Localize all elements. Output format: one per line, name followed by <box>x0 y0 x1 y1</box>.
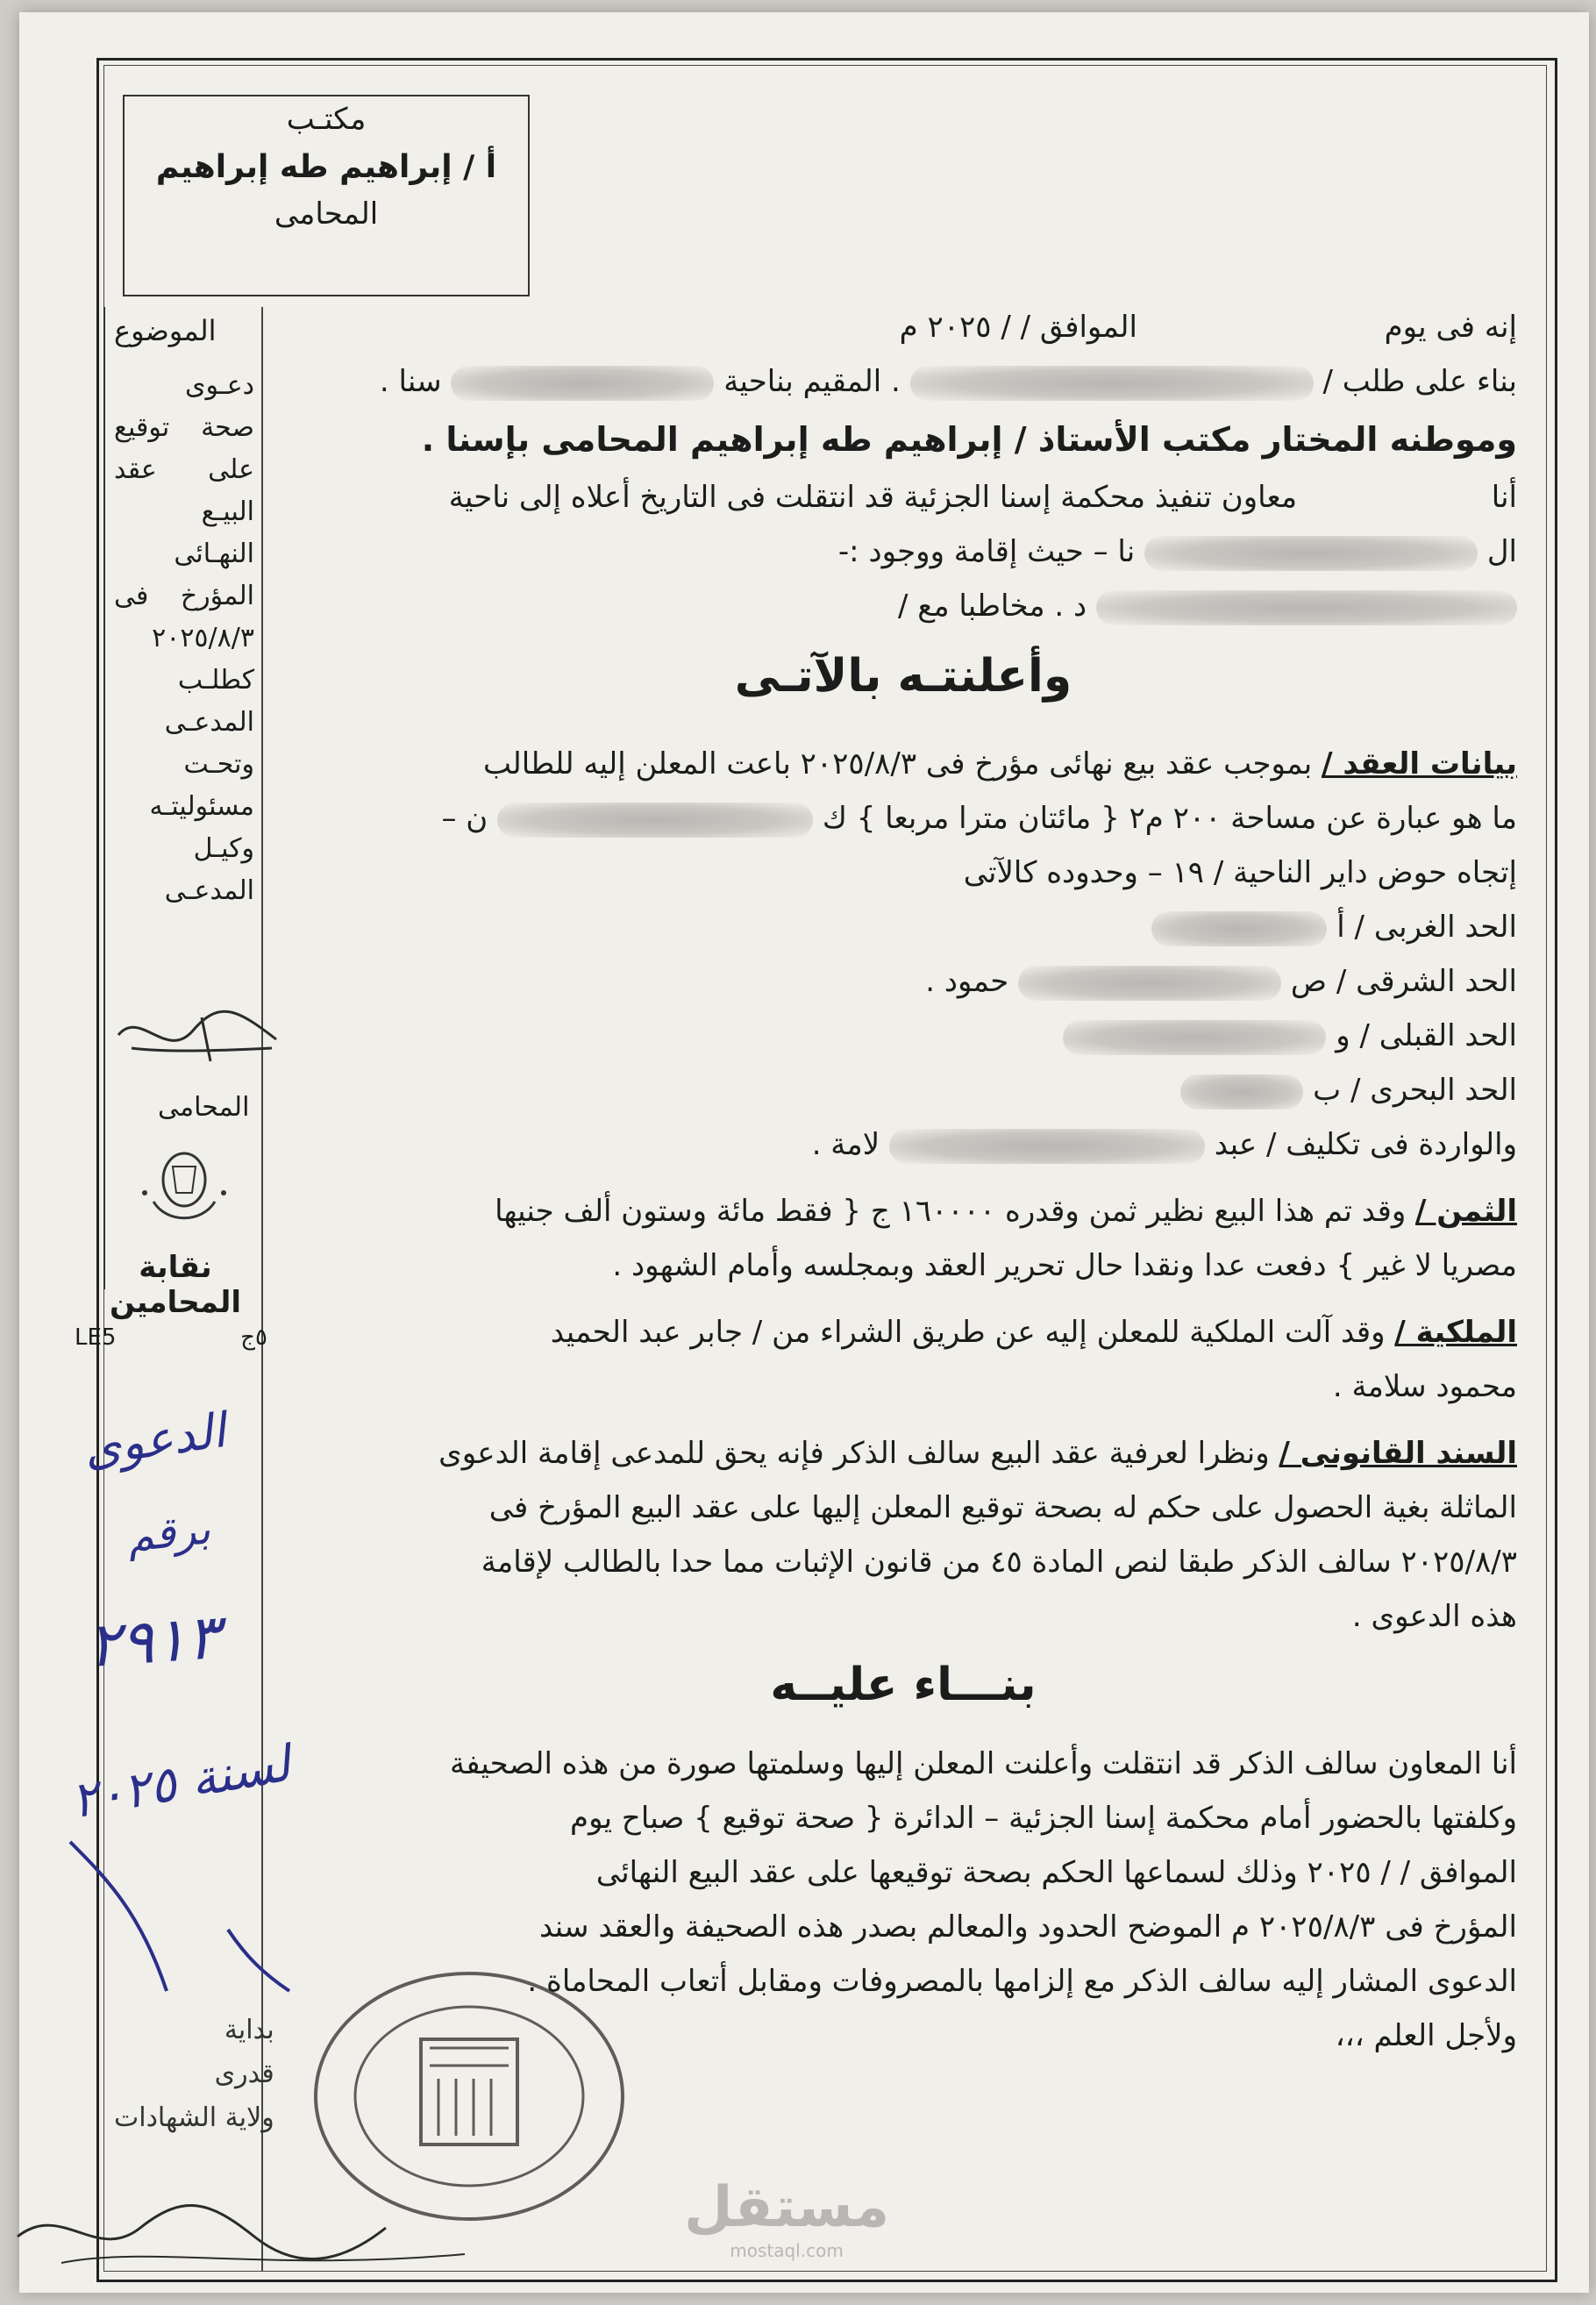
subject-line: المدعـى <box>164 707 254 738</box>
syndicate-seal-icon <box>127 1140 241 1237</box>
handwritten-note-number-label: برقم <box>125 1504 213 1562</box>
conclusion-line-5: الدعوى المشار إليه سالف الذكر مع إلزامها بالمصروفات ومقابل أتعاب المحاماة . <box>527 1964 1517 1999</box>
addressed-text: د . مخاطبا مع / <box>898 589 1087 624</box>
ownership-text: وقد آلت الملكية للمعلن إليه عن طريق الشراء من / جابر عبد الحميد <box>550 1315 1386 1350</box>
recorded-line <box>289 1117 1517 1172</box>
day-label: إنه فى يوم <box>1384 310 1517 345</box>
redacted-border <box>1151 911 1327 946</box>
mostaql-watermark <box>684 2175 889 2261</box>
watermark-logo-text: مستقل <box>684 2175 890 2240</box>
stamp-value-le: LE5 <box>75 1324 117 1351</box>
stamp-value-ar: ٥ج <box>240 1324 267 1351</box>
presence-text: نا – حيث إقامة ووجود :- <box>837 534 1136 569</box>
location-prefix: ال <box>1486 534 1517 569</box>
notice-heading: وأعلنتـه بالآتـى <box>734 650 1072 703</box>
subject-line: المدعـى <box>164 875 254 906</box>
contract-line-2 <box>289 791 1517 846</box>
bottom-left-line: بداية <box>224 2015 274 2045</box>
legal-label: السند القانونى / <box>1279 1436 1517 1471</box>
legal-line-3: ٢٠٢٥/٨/٣ سالف الذكر طبقا لنص المادة ٤٥ من قانون الإثبات مما حدا بالطالب لإقامة <box>481 1545 1517 1580</box>
border-north-text: الحد البحرى / ب <box>1313 1073 1517 1108</box>
contract-text: ن – <box>441 801 488 836</box>
lawyer-label: المحامى <box>158 1092 250 1123</box>
subject-line: مسئوليتـه <box>149 791 254 822</box>
header-line-1 <box>289 300 1517 354</box>
contract-text: بموجب عقد بيع نهائى مؤرخ فى ٢٠٢٥/٨/٣ باعت المعلن إليه للطالب <box>483 746 1313 781</box>
redacted-name-3 <box>889 1129 1205 1164</box>
header-line-4 <box>289 470 1517 525</box>
conclusion-line-3: الموافق / / ٢٠٢٥ وذلك لسماعها الحكم بصحة توقيعها على عقد البيع النهائى <box>595 1855 1517 1890</box>
header-line-6 <box>289 579 1517 633</box>
stamp-value <box>75 1324 267 1351</box>
handwritten-note-year: لسنة ٢٠٢٥ <box>67 1735 295 1830</box>
recorded-end: لامة . <box>811 1127 880 1162</box>
redacted-location-3 <box>497 803 813 838</box>
watermark-url: mostaql.com <box>730 2240 844 2261</box>
conclusion-line-1: أنا المعاون سالف الذكر قد انتقلت وأعلنت المعلن إليها وسلمتها صورة من هذه الصحيفة <box>449 1746 1517 1781</box>
header-line-2 <box>289 354 1517 409</box>
subject-line: المؤرخ فى <box>114 581 254 611</box>
border-north <box>289 1063 1517 1117</box>
contract-label: بيانات العقد / <box>1322 746 1517 781</box>
border-east-text: الحد الشرقى / ص <box>1290 964 1517 999</box>
border-south-text: الحد القبلى / و <box>1336 1018 1517 1053</box>
redacted-border <box>1063 1020 1326 1055</box>
border-east <box>289 954 1517 1009</box>
subject-line: وكيـل <box>193 833 254 864</box>
syndicate-name: نقابة المحامين <box>109 1250 241 1320</box>
legal-text: ونظرا لعرفية عقد البيع سالف الذكر فإنه يحق للمدعى إقامة الدعوى <box>438 1436 1270 1471</box>
legal-line-2: الماثلة بغية الحصول على حكم له بصحة توقيع المعلن إليها على عقد البيع المؤرخ فى <box>488 1490 1517 1525</box>
subject-line: على عقد <box>114 454 254 485</box>
bottom-signatures <box>9 2184 570 2280</box>
officer-text: معاون تنفيذ محكمة إسنا الجزئية قد انتقلت فى التاريخ أعلاه إلى ناحية <box>448 480 1298 515</box>
subject-line: وتحـت <box>183 749 254 780</box>
subject-line: صحة توقيع <box>114 412 254 443</box>
subject-lines <box>105 365 263 912</box>
contract-line-1 <box>289 737 1517 791</box>
redacted-name-2 <box>1096 590 1517 625</box>
price-label: الثمن / <box>1415 1194 1517 1229</box>
bottom-left-line: قدرى <box>214 2059 274 2089</box>
conclusion-line-6: ولأجل العلم ،،، <box>1335 2018 1517 2053</box>
residence-label: . المقيم بناحية <box>723 364 901 399</box>
date-placeholder: الموافق / / ٢٠٢٥ م <box>899 310 1137 345</box>
header-line-3: وموطنه المختار مكتب الأستاذ / إبراهيم طه إبراهيم المحامى بإسنا . <box>421 420 1517 459</box>
conclusion-heading: بنـــاء عليــه <box>770 1659 1037 1711</box>
price-line-2: مصريا لا غير } دفعت عدا ونقدا حال تحرير العقد وبمجلسه وأمام الشهود . <box>612 1248 1517 1283</box>
office-lawyer-title: المحامى <box>274 196 379 232</box>
legal-line-4: هذه الدعوى . <box>1351 1599 1517 1634</box>
ownership-label: الملكية / <box>1394 1315 1517 1350</box>
border-east-end: حمود . <box>925 964 1009 999</box>
subject-title: الموضوع <box>114 314 217 347</box>
redacted-border <box>1018 966 1281 1001</box>
redacted-border <box>1180 1074 1303 1110</box>
ownership-line-1 <box>289 1305 1517 1359</box>
subject-line: البيـع <box>201 496 254 527</box>
office-lawyer-name: أ / إبراهيم طه إبراهيم <box>155 148 497 185</box>
conclusion-line-4: المؤرخ فى ٢٠٢٥/٨/٣ م الموضح الحدود والمعالم بصدر هذه الصحيفة والعقد سند <box>538 1909 1517 1945</box>
office-box <box>123 95 530 296</box>
subject-line: ٢٠٢٥/٨/٣ <box>152 623 254 653</box>
subject-line: النهـائى <box>174 539 254 569</box>
i-label: أنا <box>1491 480 1517 515</box>
border-west <box>289 900 1517 954</box>
redacted-location <box>451 366 714 401</box>
recorded-text: والواردة فى تكليف / عبد <box>1214 1127 1517 1162</box>
price-text: وقد تم هذا البيع نظير ثمن وقدره ١٦٠٠٠٠ ج { فقط مائة وستون ألف جنيها <box>495 1194 1407 1229</box>
subject-line: كطلـب <box>177 665 254 696</box>
handwritten-note-case: الدعوى <box>80 1402 229 1477</box>
conclusion-line-2: وكلفتها بالحضور أمام محكمة إسنا الجزئية – الدائرة { صحة توقيع } صباح يوم <box>570 1801 1517 1836</box>
header-line-5 <box>289 525 1517 579</box>
handwritten-strokes <box>53 1824 298 2000</box>
request-label: بناء على طلب / <box>1322 364 1517 399</box>
bottom-left-line: ولاية الشهادات <box>114 2102 274 2133</box>
price-line-1 <box>289 1184 1517 1238</box>
border-west-text: الحد الغربى / أ <box>1336 910 1517 945</box>
redacted-location-2 <box>1144 536 1478 571</box>
handwritten-note-number: ٢٩١٣ <box>85 1600 223 1682</box>
contract-line-3: إتجاه حوض داير الناحية / ١٩ – وحدوده كالآتى <box>963 855 1517 890</box>
ownership-line-2: محمود سلامة . <box>1332 1369 1517 1404</box>
border-south <box>289 1009 1517 1063</box>
lawyer-signature <box>114 1000 281 1070</box>
legal-line-1 <box>289 1426 1517 1481</box>
subject-line: دعـوى <box>184 370 254 401</box>
residence-end: سنا . <box>379 364 442 399</box>
bottom-left-notes <box>114 2009 274 2140</box>
contract-text: ما هو عبارة عن مساحة ٢٠٠ م٢ { مائتان مترا مربعا } ك <box>822 801 1517 836</box>
redacted-name <box>910 366 1314 401</box>
office-title: مكتـب <box>286 102 367 137</box>
